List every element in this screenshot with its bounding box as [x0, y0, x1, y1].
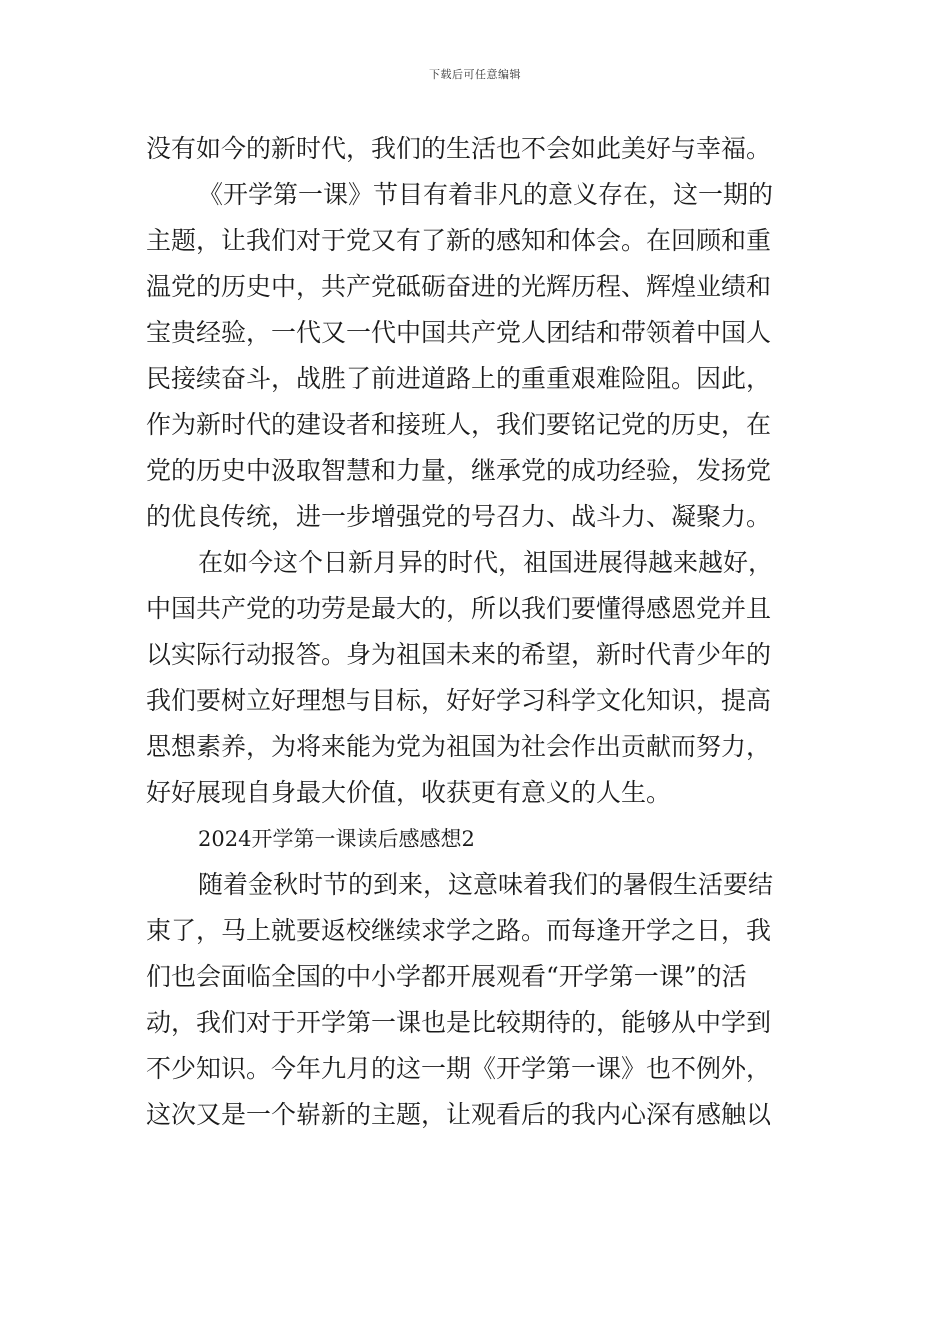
text-line: 不少知识。今年九月的这一期《开学第一课》也不例外， — [146, 1054, 772, 1083]
text-line: 思想素养，为将来能为党为祖国为社会作出贡献而努力， — [146, 732, 772, 761]
text-line: 主题，让我们对于党又有了新的感知和体会。在回顾和重 — [146, 226, 772, 255]
text-line: 中国共产党的功劳是最大的，所以我们要懂得感恩党并且 — [146, 594, 772, 623]
text-line: 们也会面临全国的中小学都开展观看“开学第一课”的活 — [146, 962, 747, 991]
text-line: 在如今这个日新月异的时代，祖国进展得越来越好， — [198, 548, 774, 577]
section-heading: 2024开学第一课读后感感想2 — [198, 827, 475, 851]
text-line: 党的历史中汲取智慧和力量，继承党的成功经验，发扬党 — [146, 456, 772, 485]
text-line: 《开学第一课》节目有着非凡的意义存在，这一期的 — [198, 180, 774, 209]
text-line: 没有如今的新时代，我们的生活也不会如此美好与幸福。 — [146, 134, 772, 163]
text-line: 这次又是一个崭新的主题，让观看后的我内心深有感触以 — [146, 1100, 772, 1129]
text-line: 作为新时代的建设者和接班人，我们要铭记党的历史，在 — [146, 410, 772, 439]
text-line: 以实际行动报答。身为祖国未来的希望，新时代青少年的 — [146, 640, 772, 669]
text-line: 随着金秋时节的到来，这意味着我们的暑假生活要结 — [198, 870, 774, 899]
text-line: 宝贵经验，一代又一代中国共产党人团结和带领着中国人 — [146, 318, 772, 347]
text-line: 束了，马上就要返校继续求学之路。而每逢开学之日，我 — [146, 916, 772, 945]
text-line: 我们要树立好理想与目标，好好学习科学文化知识，提高 — [146, 686, 772, 715]
text-line: 的优良传统，进一步增强党的号召力、战斗力、凝聚力。 — [146, 502, 772, 531]
text-line: 温党的历史中，共产党砥砺奋进的光辉历程、辉煌业绩和 — [146, 272, 772, 301]
text-line: 动，我们对于开学第一课也是比较期待的，能够从中学到 — [146, 1008, 772, 1037]
text-line: 民接续奋斗，战胜了前进道路上的重重艰难险阻。因此， — [146, 364, 772, 393]
document-body — [146, 126, 806, 1138]
page-header: 下载后可任意编辑 — [429, 68, 521, 81]
text-line: 好好展现自身最大价值，收获更有意义的人生。 — [146, 778, 672, 807]
